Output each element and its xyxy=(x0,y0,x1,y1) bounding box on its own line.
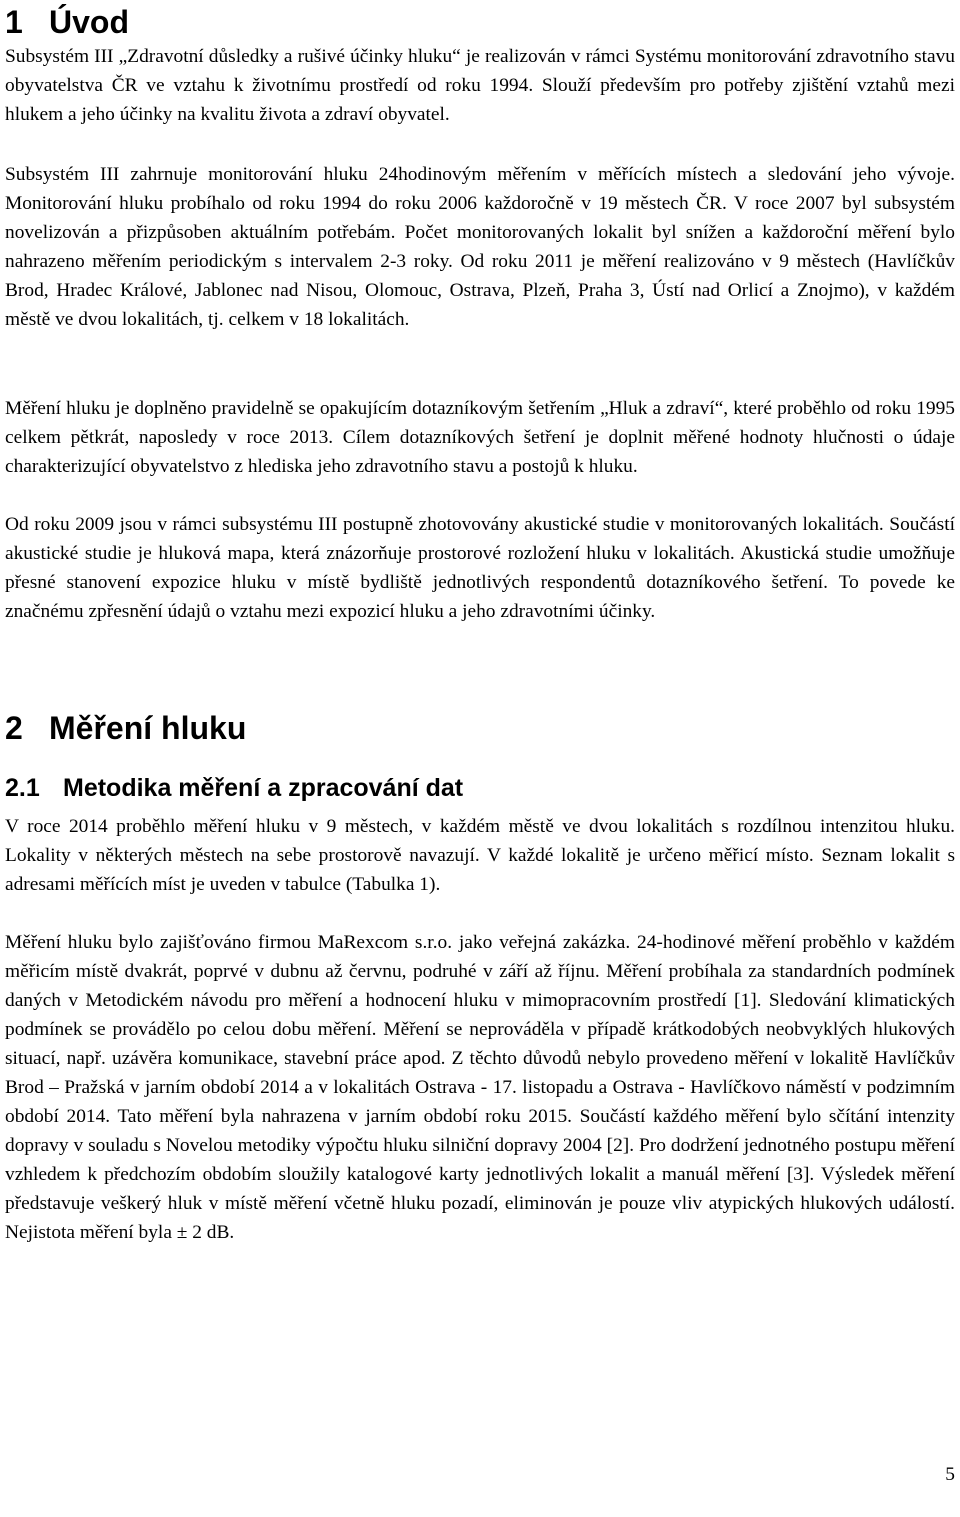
paragraph: Měření hluku je doplněno pravidelně se opakujícím dotazníkovým šetřením „Hluk a zdraví“, které proběhlo od roku 1995 celkem pětkrát, naposledy v roce 2013. Cílem dotazníkových šetření je doplnit měřené hodnoty hlučnosti o údaje charakterizující obyvatelstvo z hlediska jeho zdravotního stavu a postojů k hluku. xyxy=(5,398,955,477)
paragraph: Měření hluku bylo zajišťováno firmou MaRexcom s.r.o. jako veřejná zakázka. 24-hodinové měření proběhlo v každém měřicím místě dvakrát, poprvé v dubnu až červnu, podruhé v září až říjnu. Měření probíhala za standardních podmínek daných v Metodickém návodu pro měření a hodnocení hluku v mimopracovním prostředí [1]. Sledování klimatických podmínek se provádělo po celou dobu měření. Měření se neprováděla v případě krátkodobých neobvyklých hlukových situací, např. uzávěra komunikace, stavební práce apod. Z těchto důvodů nebylo provedeno měření v lokalitě Havlíčkův Brod – Pražská v jarním období 2014 a v lokalitách Ostrava - 17. listopadu a Ostrava - Havlíčkovo náměstí v podzimním období 2014. Tato měření byla nahrazena v jarním období roku 2015. Součástí každého měření bylo sčítání intenzity dopravy v souladu s Novelou metodiky výpočtu hluku silniční dopravy 2004 [2]. Pro dodržení jednotného postupu měření vzhledem k předchozím obdobím sloužily katalogové karty jednotlivých lokalit a manuál měření [3]. Výsledek měření představuje veškerý hluk v místě měření včetně hluku pozadí, eliminován je pouze vliv atypických hlukových událostí. Nejistota měření byla ± 2 dB. xyxy=(5,932,955,1243)
paragraph: Od roku 2009 jsou v rámci subsystému III postupně zhotovovány akustické studie v monitorovaných lokalitách. Součástí akustické studie je hluková mapa, která znázorňuje prostorové rozložení hluku v lokalitách. Akustická studie umožňuje přesné stanovení expozice hluku v místě bydliště jednotlivých respondentů dotazníkového šetření. To povede ke značnému zpřesnění údajů o vztahu mezi expozicí hluku a jeho zdravotními účinky. xyxy=(5,514,955,622)
paragraph: Subsystém III zahrnuje monitorování hluku 24hodinovým měřením v měřících místech a sledování jeho vývoje. Monitorování hluku probíhalo od roku 1994 do roku 2006 každoročně v 19 městech ČR. V roce 2007 byl subsystém novelizován a přizpůsoben aktuálním potřebám. Počet monitorovaných lokalit byl snížen a každoroční měření bylo nahrazeno měřením periodickým s intervalem 2-3 roky. Od roku 2011 je měření realizováno v 9 městech (Havlíčkův Brod, Hradec Králové, Jablonec nad Nisou, Olomouc, Ostrava, Plzeň, Praha 3, Ústí nad Orlicí a Znojmo), v každém městě ve dvou lokalitách, tj. celkem v 18 lokalitách. xyxy=(5,164,955,330)
section-heading-uvod xyxy=(5,2,129,42)
subsection-heading-metodika xyxy=(5,772,463,804)
subsection-title: Metodika měření a zpracování dat xyxy=(63,774,464,802)
page-number: 5 xyxy=(945,1464,955,1485)
section-title: Měření hluku xyxy=(49,710,247,746)
section-heading-mereni-hluku xyxy=(5,708,246,748)
paragraph: Subsystém III „Zdravotní důsledky a rušivé účinky hluku“ je realizován v rámci Systému monitorování zdravotního stavu obyvatelstva ČR ve vztahu k životnímu prostředí od roku 1994. Slouží především pro potřeby zjištění vztahů mezi hlukem a jeho účinky na kvalitu života a zdraví obyvatel. xyxy=(5,46,955,125)
paragraph: V roce 2014 proběhlo měření hluku v 9 městech, v každém městě ve dvou lokalitách s rozdílnou intenzitou hluku. Lokality v některých městech na sebe prostorově navazují. V každé lokalitě je určeno měřicí místo. Seznam lokalit s adresami měřících míst je uveden v tabulce (Tabulka 1). xyxy=(5,816,955,895)
section-number: 2 xyxy=(5,710,23,746)
section-title: Úvod xyxy=(49,4,129,40)
section-number: 1 xyxy=(5,4,23,40)
subsection-number: 2.1 xyxy=(5,774,40,802)
